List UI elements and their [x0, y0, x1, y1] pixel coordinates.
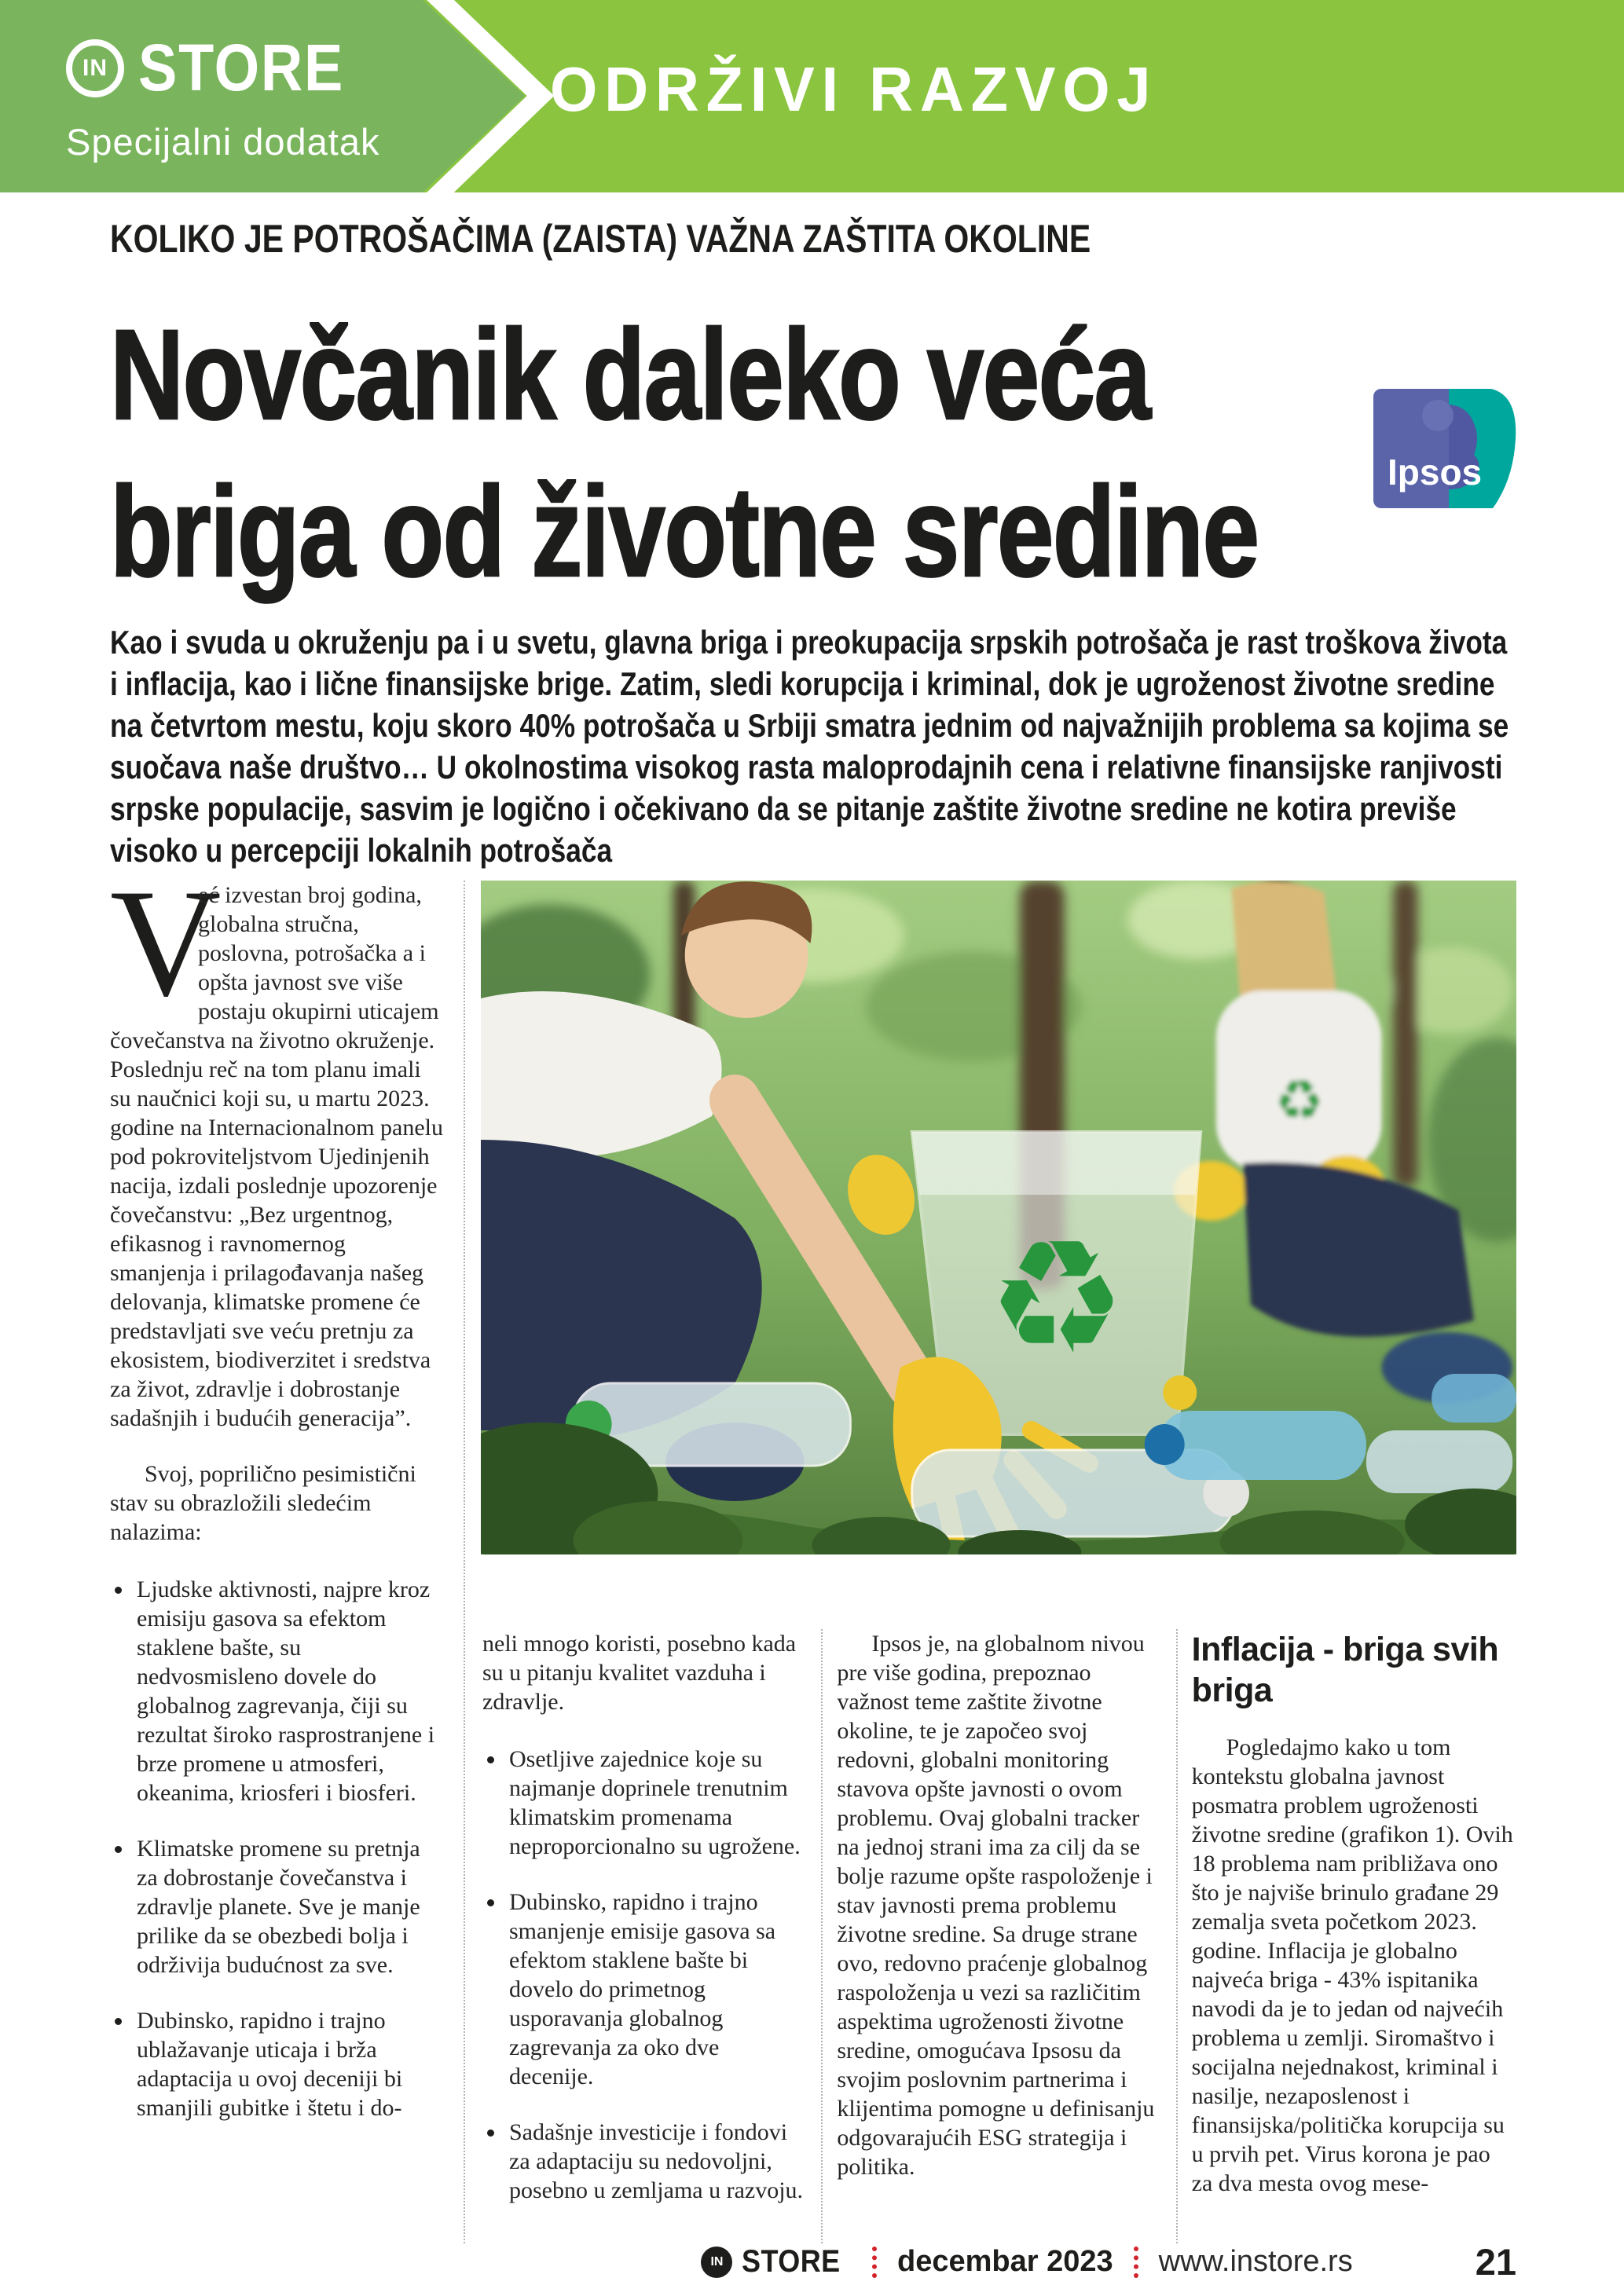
column-4	[1178, 1629, 1516, 2243]
column-2	[481, 1629, 823, 2243]
page-header-band	[0, 0, 1624, 192]
footer-in-text: IN	[710, 2254, 724, 2269]
article-headline	[110, 296, 1516, 610]
ipsos-logo	[1373, 389, 1516, 508]
column-3	[823, 1629, 1177, 2243]
footer-in-circle-icon	[701, 2247, 732, 2278]
ipsos-tree-dots-icon	[1422, 400, 1454, 431]
bullet-item: • Dubinsko, rapidno i trajno smanjenje emisije gasova sa efektom staklene bašte bi dovelo do primetnog usporavanja globalnog zagrevanja za oko dve decenije.	[506, 1888, 807, 2091]
article-body	[0, 192, 1624, 2243]
footer-separator-icon	[872, 2247, 877, 2278]
col1-paragraph-2: Svoj, poprilično pesimistični stav su obrazložili sledećim nalazima:	[110, 1461, 416, 1545]
footer-brand-name: STORE	[742, 2244, 841, 2279]
bullet-item: • Ljudske aktivnosti, najpre kroz emisiju gasova sa efektom staklene bašte, su nedvosmisleno dovele do globalnog zagrevanja, čiji su rezultat široko rasprostranjene i brze promene u atmosferi, okeanima, kriosferi i biosferi.	[134, 1575, 446, 1807]
col2-continuation: neli mnogo koristi, posebno kada su u pitanju kvalitet vazduha i zdravlje.	[482, 1631, 797, 1715]
bullet-item: • Sadašnje investicije i fondovi za adaptaciju su nedovoljni, posebno u zemljama u razvoju.	[506, 2118, 807, 2205]
col1-paragraph-1	[110, 881, 446, 1433]
bullet-item: • Dubinsko, rapidno i trajno ublažavanje uticaja i brža adaptacija u ovoj deceniji bi smanjili gubitke i štetu i do-	[134, 2006, 446, 2122]
column-layout	[110, 881, 1516, 2243]
col3-paragraph: Ipsos je, na globalnom nivou pre više godina, prepoznao važnost teme zaštite životne okoline, te je započeo svoj redovni, globalni monitoring stavova opšte javnosti o ovom problemu. Ovaj globalni tracker na jednoj strani ima za cilj da se bolje razume opšte raspoloženje i stav javnosti prema problemu životne sredine. Sa druge strane ovo, redovno praćenje globalnog raspoloženja u vezi sa različitim aspektima ugroženosti životne sredine, omogućava Ipsosu da svojim poslovnim partnerima i klijentima pomogne u definisanju odgovarajućih ESG strategija i politika.	[837, 1631, 1155, 2180]
article-photo	[481, 881, 1516, 1554]
instore-logo	[66, 30, 380, 163]
col1-paragraph-1-text: eć izvestan broj godina, globalna stručna, poslovna, potrošačka a i opšta javnost sve više postaju okupirni uticajem čovečanstva na životno okruženje. Poslednju reč na tom planu imali su naučnici koji su, u martu 2023. godine na Internacionalnom panelu pod pokroviteljstvom Ujedinjenih nacija, izdali poslednje upozorenje čovečanstvu: „Bez urgentnog, efikasnog i ravnomernog smanjenja i prilagođavanja našeg delovanja, klimatske promene će predstavljati sve veću pretnju za ekosistem, biodiverzitet i sredstva za život, zdravlje i dobrostanje sadašnjih i budućih generacija”.	[110, 882, 444, 1431]
page-number: 21	[1475, 2241, 1516, 2283]
page-footer	[0, 2240, 1624, 2283]
dropcap-v: V	[110, 881, 222, 1028]
headline-line-1: Novčanik daleko veća	[110, 302, 1150, 446]
footer-separator-icon	[1134, 2247, 1138, 2278]
footer-instore-logo	[701, 2244, 852, 2280]
lead-paragraph: Kao i svuda u okruženju pa i u svetu, glavna briga i preokupacija srpskih potrošača je rast troškova života i inflacija, kao i lične finansijske brige. Zatim, sledi korupcija i kriminal, dok je ugroženost životne sredine na četvrtom mestu, koju skoro 40% potrošača u Srbiji smatra jednim od najvažnijih problema sa kojima se suočava naše društvo… U okolnostima visokog rasta maloprodajnih cena i relativne finansijske ranjivosti srpske populacije, sasvim je logično i očekivano da se pitanje zaštite životne sredine ne kotira previše visoko u percepciji lokalnih potrošača	[110, 624, 1509, 869]
footer-website: www.instore.rs	[1158, 2245, 1353, 2278]
footer-date: decembar 2023	[897, 2245, 1113, 2278]
column-1	[110, 881, 465, 2243]
article-kicker: KOLIKO JE POTROŠAČIMA (ZAISTA) VAŽNA ZAŠTITA OKOLINE	[110, 217, 1091, 261]
bin-recycle-icon: ♻	[988, 1206, 1126, 1390]
instore-in-text: IN	[82, 54, 108, 81]
ipsos-wordmark: Ipsos	[1388, 452, 1483, 493]
col4-paragraph: Pogledajmo kako u tom kontekstu globalna javnost posmatra problem ugroženosti životne sredine (grafikon 1). Ovih 18 problema nam približava ono što je najviše brinulo građane 29 zemalja sveta početkom 2023. godine. Inflacija je globalno najveća briga - 43% ispitanika navodi da je to jedan od najvećih problema u zemlji. Siromaštvo i socijalna nejednakost, kriminal i nasilje, nezaposlenost i finansijska/politička korupcija su u prvih pet. Virus korona je pao za dva mesta ovog mese-	[1191, 1734, 1513, 2196]
col2-bullet-list	[482, 1745, 807, 2205]
instore-in-circle-icon	[66, 39, 124, 97]
header-subtitle: Specijalni dodatak	[66, 121, 380, 163]
bullet-item: • Osetljive zajednice koje su najmanje doprinele trenutnim klimatskim promenama neproporcionalno su ugrožene.	[506, 1745, 807, 1861]
headline-line-2: briga od životne sredine	[110, 460, 1259, 603]
subsection-heading: Inflacija - briga svih briga	[1191, 1631, 1499, 1709]
right-area	[465, 881, 1516, 2243]
lead-paragraph-wrap	[110, 621, 1517, 871]
girl-shirt-recycle-icon: ♻	[1274, 1067, 1325, 1134]
bullet-item: • Klimatske promene su pretnja za dobrostanje čovečanstva i zdravlje planete. Sve je manje prilike da se obezbedi bolja i održivija budućnost za sve.	[134, 1834, 446, 1979]
col1-bullet-list	[110, 1575, 446, 2122]
section-title: ODRŽIVI RAZVOJ	[550, 54, 1158, 124]
lower-columns	[481, 1629, 1516, 2243]
instore-brand-name: STORE	[138, 31, 345, 104]
